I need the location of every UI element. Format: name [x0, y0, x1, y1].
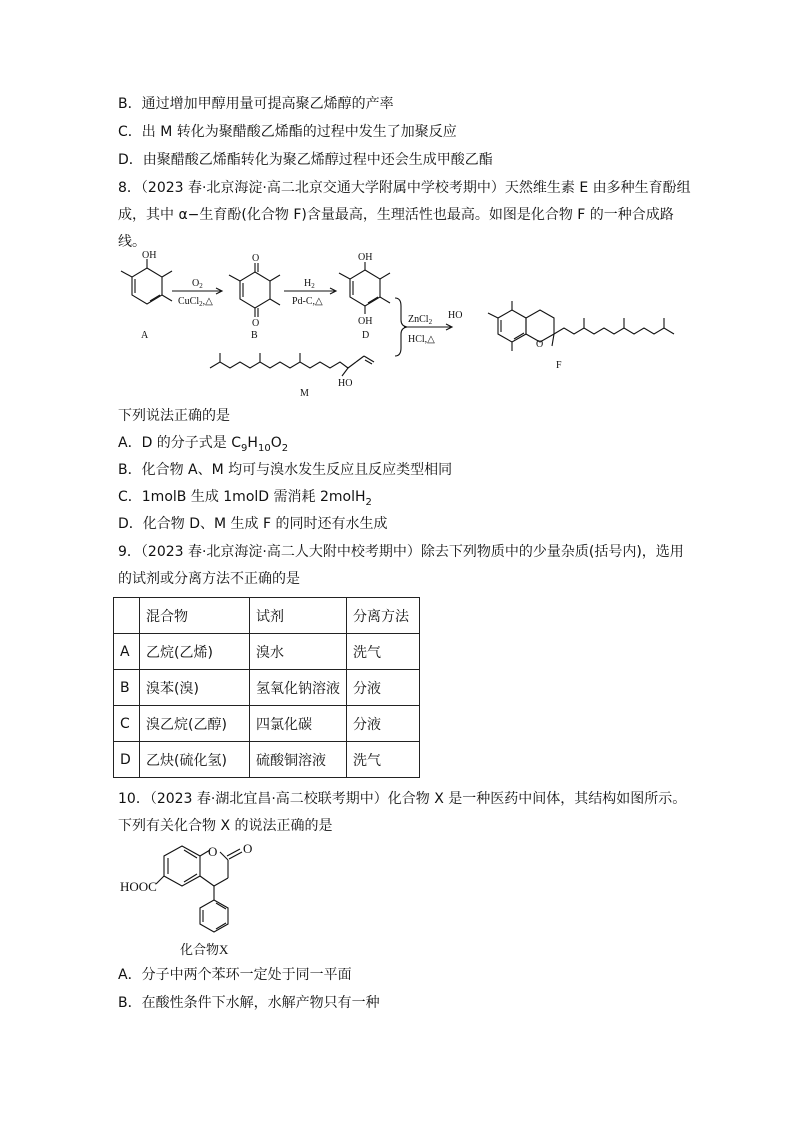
compound-f-ho: HO — [448, 310, 463, 321]
table-cell: 溴水 — [250, 634, 347, 670]
table-cell: 乙炔(硫化氢) — [140, 742, 250, 778]
q7-option-d: D．由聚醋酸乙烯酯转化为聚乙烯醇过程中还会生成甲酸乙酯 — [118, 152, 493, 168]
table-header-cell: 混合物 — [140, 598, 250, 634]
table-cell: 分液 — [347, 706, 420, 742]
label-m: M — [300, 388, 309, 399]
compound-d-oh-top: OH — [358, 252, 373, 263]
compound-f-o: O — [536, 339, 544, 350]
compound-x-structure — [118, 838, 278, 960]
q10-stem-line2: 下列有关化合物 X 的说法正确的是 — [118, 818, 333, 834]
compound-b-o-top: O — [252, 253, 260, 264]
label-f: F — [556, 360, 562, 371]
table-header-row — [114, 598, 420, 634]
compound-f-pyran-ring — [526, 310, 554, 342]
table-cell: D — [114, 742, 140, 778]
svg-text:O2: $O_2$ — [192, 278, 203, 290]
compound-x-benzo-ring — [164, 846, 200, 886]
table-cell: C — [114, 706, 140, 742]
q8-option-b: B．化合物 A、M 均可与溴水发生反应且反应类型相同 — [118, 462, 453, 478]
compound-x-carbonyl-o: O — [243, 841, 253, 856]
q8-option-a: A．D 的分子式是 $C_9H_{10}O_2$ — [118, 435, 289, 454]
table-cell: 四氯化碳 — [250, 706, 347, 742]
table-header-cell: 试剂 — [250, 598, 347, 634]
q7-option-b: B．通过增加甲醇用量可提高聚乙烯醇的产率 — [118, 96, 394, 112]
compound-d-oh-bottom: OH — [358, 316, 373, 327]
compound-a-ring — [132, 268, 162, 304]
table-cell: 乙烷(乙烯) — [140, 634, 250, 670]
q9-stem-line1: 9．（2023 春·北京海淀·高二人大附中校考期中）除去下列物质中的少量杂质(括号内)，选用 — [118, 544, 684, 560]
table-row — [114, 742, 420, 778]
table-row — [114, 634, 420, 670]
compound-a-oh: OH — [142, 250, 157, 261]
table-cell: 分液 — [347, 670, 420, 706]
compound-m-ho: HO — [338, 378, 353, 389]
table-row — [114, 670, 420, 706]
q10-stem-line1: 10．（2023 春·湖北宜昌·高二校联考期中）化合物 X 是一种医药中间体，其结构如图所示。 — [118, 791, 687, 807]
compound-m-chain — [210, 362, 356, 368]
table-cell: B — [114, 670, 140, 706]
label-d: D — [362, 330, 370, 341]
table-header-cell — [114, 598, 140, 634]
compound-x-caption: 化合物X — [180, 942, 229, 957]
compound-b-ring — [240, 272, 270, 308]
q10-option-a: A．分子中两个苯环一定处于同一平面 — [118, 967, 352, 983]
q9-stem-line2: 的试剂或分离方法不正确的是 — [118, 571, 300, 587]
q7-option-c: C．出 M 转化为聚醋酸乙烯酯的过程中发生了加聚反应 — [118, 124, 457, 140]
compound-f-aromatic-ring — [498, 310, 526, 342]
q9-table — [113, 597, 420, 778]
svg-text:H2: $H_2$ — [304, 278, 315, 290]
table-cell: 氢氧化钠溶液 — [250, 670, 347, 706]
table-cell: 硫酸铜溶液 — [250, 742, 347, 778]
q8-stem-line1: 8．（2023 春·北京海淀·高二北京交通大学附属中学校考期中）天然维生素 E 由多种生育酚组 — [118, 180, 691, 196]
q8-prompt: 下列说法正确的是 — [118, 408, 230, 424]
q10-option-b: B．在酸性条件下水解，水解产物只有一种 — [118, 995, 380, 1011]
svg-text:CuCl2,△: CuCl$_2$,△ — [178, 296, 213, 308]
q8-option-d: D．化合物 D、M 生成 F 的同时还有水生成 — [118, 516, 388, 532]
svg-text:Pd-C,△: Pd-C,△ — [292, 296, 323, 307]
table-header-cell: 分离方法 — [347, 598, 420, 634]
compound-x-ring-o: O — [208, 844, 218, 859]
table-cell: 溴乙烷(乙醇) — [140, 706, 250, 742]
q8-option-c: C．1molB 生成 1molD 需消耗 2molH$_2$ — [118, 489, 372, 508]
synthesis-route-scheme — [112, 250, 692, 400]
table-cell: 洗气 — [347, 742, 420, 778]
svg-text:ZnCl2: ZnCl$_2$ — [408, 314, 433, 326]
table-cell: A — [114, 634, 140, 670]
label-b: B — [251, 330, 258, 341]
compound-x-phenyl-ring — [200, 900, 228, 932]
table-cell: 洗气 — [347, 634, 420, 670]
table-row — [114, 706, 420, 742]
table-cell: 溴苯(溴) — [140, 670, 250, 706]
label-a: A — [141, 330, 149, 341]
compound-b-o-bottom: O — [252, 318, 260, 329]
q8-stem-line2: 成，其中 α−生育酚(化合物 F)含量最高，生理活性也最高。如图是化合物 F 的一种合成路 — [118, 207, 674, 223]
compound-f-side-chain — [554, 328, 674, 334]
svg-text:HCl,△: HCl,△ — [408, 334, 435, 345]
compound-d-ring — [350, 270, 380, 306]
q8-stem-line3: 线。 — [118, 234, 146, 250]
compound-x-hooc: HOOC — [120, 879, 157, 894]
